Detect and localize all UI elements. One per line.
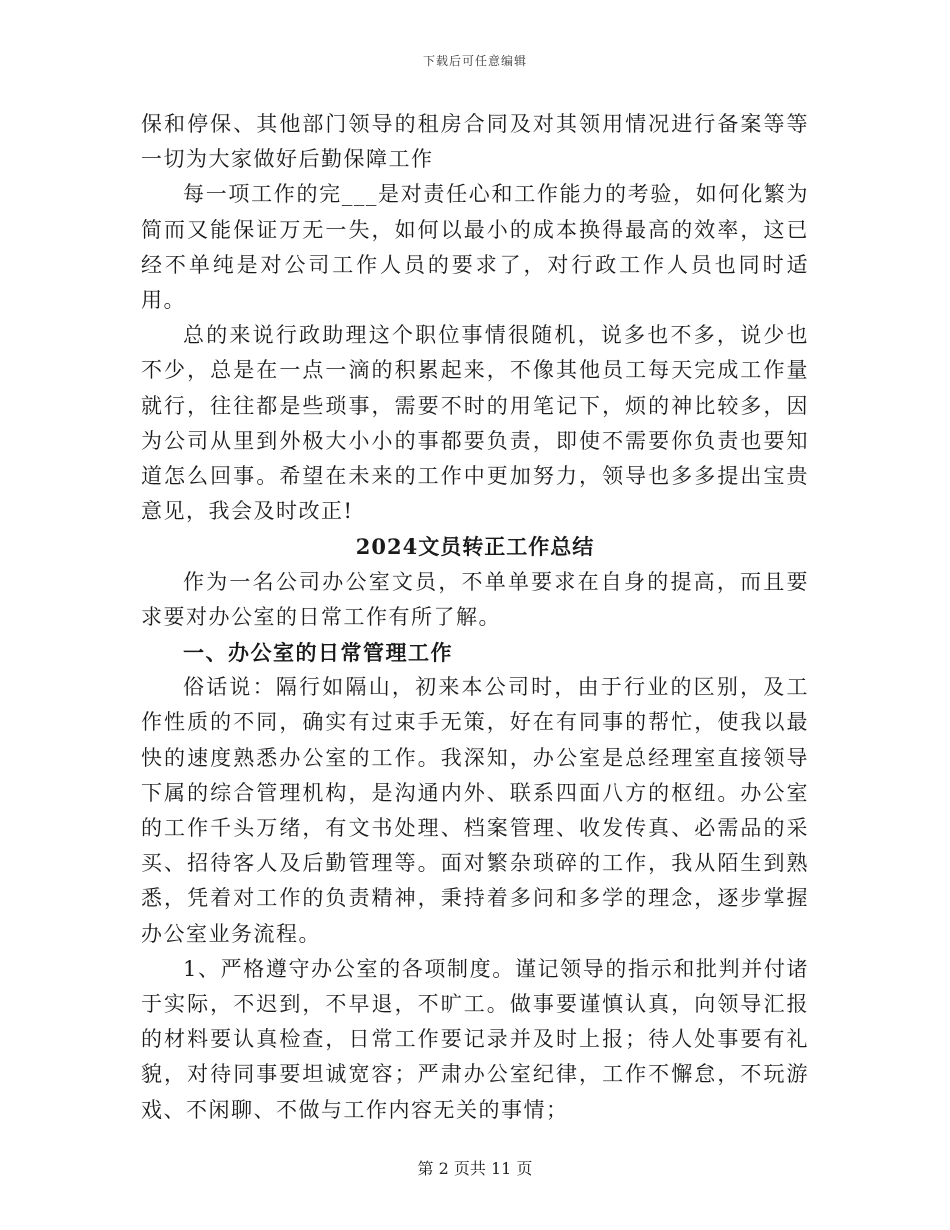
section-heading: 一、办公室的日常管理工作 (183, 640, 453, 666)
continuation-paragraph: 保和停保、其他部门领导的租房合同及对其领用情况进行备案等等一切为大家做好后勤保障工作 (141, 112, 809, 172)
paragraph-1: 每一项工作的完___是对责任心和工作能力的考验，如何化繁为简而又能保证万无一失，如何以最小的成本换得最高的效率，这已经不单纯是对公司工作人员的要求了，对行政工作人员也同时适用。 (141, 182, 809, 313)
page-number: 第 2 页共 11 页 (417, 1159, 533, 1178)
page-header: 下载后可任意编辑 (422, 54, 527, 68)
document-body (141, 107, 809, 1128)
paragraph-3: 作为一名公司办公室文员，不单单要求在自身的提高，而且要求要对办公室的日常工作有所了解。 (141, 569, 809, 629)
paragraph-4: 俗话说：隔行如隔山，初来本公司时，由于行业的区别，及工作性质的不同，确实有过束手无策，好在有同事的帮忙，使我以最快的速度熟悉办公室的工作。我深知，办公室是总经理室直接领导下属的综合管理机构，是沟通内外、联系四面八方的枢纽。办公室的工作千头万绪，有文书处理、档案管理、收发传真、必需品的采买、招待客人及后勤管理等。面对繁杂琐碎的工作，我从陌生到熟悉，凭着对工作的负责精神，秉持着多问和多学的理念，逐步掌握办公室业务流程。 (141, 675, 809, 946)
paragraph-2: 总的来说行政助理这个职位事情很随机，说多也不多，说少也不少，总是在一点一滴的积累起来，不像其他员工每天完成工作量就行，往往都是些琐事，需要不时的用笔记下，烦的神比较多，因为公司从里到外极大小小的事都要负责，即使不需要你负责也要知道怎么回事。希望在未来的工作中更加努力，领导也多多提出宝贵意见，我会及时改正! (141, 323, 809, 524)
paragraph-5: 1、严格遵守办公室的各项制度。谨记领导的指示和批判并付诸于实际，不迟到，不早退，不旷工。做事要谨慎认真，向领导汇报的材料要认真检查，日常工作要记录并及时上报；待人处事要有礼貌，对待同事要坦诚宽容；严肃办公室纪律，工作不懈怠，不玩游戏、不闲聊、不做与工作内容无关的事情； (141, 956, 809, 1122)
document-title: 2024文员转正工作总结 (355, 534, 595, 560)
